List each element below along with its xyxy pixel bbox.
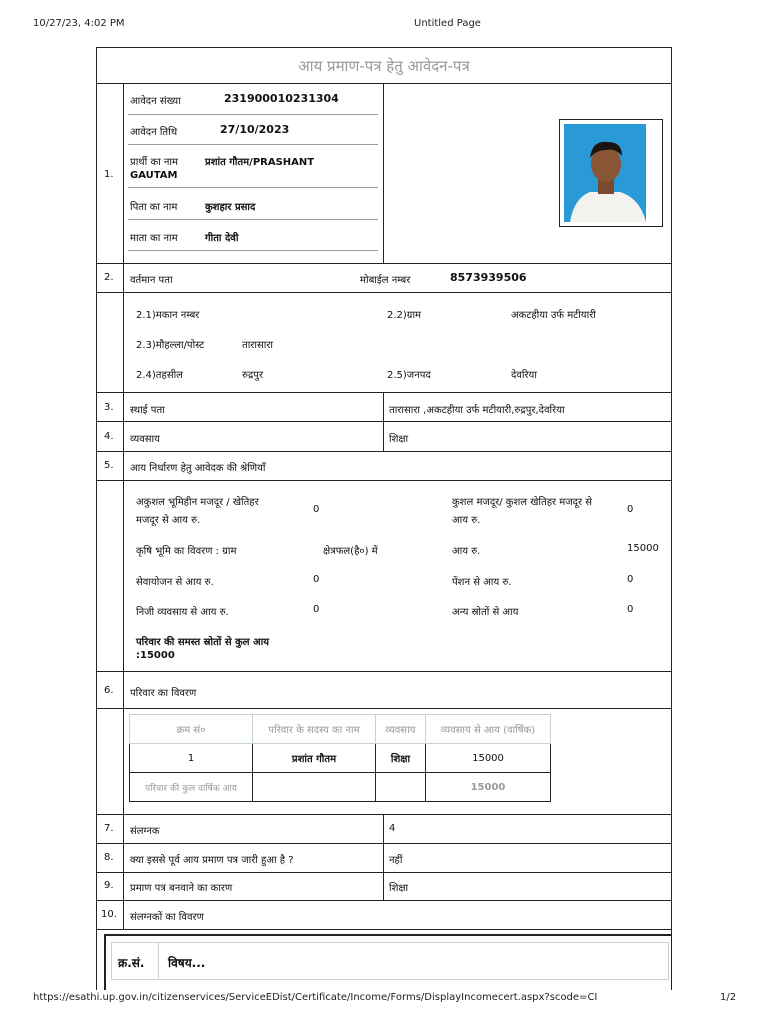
skilled-income: 0	[627, 504, 634, 515]
applicant-name-label: प्रार्थी का नाम	[130, 157, 179, 168]
row-number: 10.	[101, 909, 117, 920]
family-total-value: 15000	[426, 773, 551, 802]
certificate-reason: शिक्षा	[389, 883, 409, 894]
family-total-row	[130, 773, 551, 802]
occupation-label: व्यवसाय	[130, 434, 160, 445]
district-label: 2.5)जनपद	[387, 370, 431, 381]
agri-income-label: आय रु.	[452, 546, 481, 557]
village: अकटहीया उर्फ मटीयारी	[511, 310, 596, 321]
column-header: व्यवसाय से आय (वार्षिक)	[426, 715, 551, 744]
form-title: आय प्रमाण-पत्र हेतु आवेदन-पत्र	[298, 57, 470, 75]
row-number: 7.	[104, 823, 114, 834]
business-income-label: निजी व्यवसाय से आय रु.	[136, 607, 229, 618]
column-header: व्यवसाय	[376, 715, 426, 744]
applicant-name-line2: GAUTAM	[130, 170, 178, 181]
pension-income-label: पेंशन से आय रु.	[452, 577, 512, 588]
attachments-label: संलग्नक	[130, 826, 160, 837]
mohalla-label: 2.3)मौहल्ला/पोस्ट	[136, 340, 205, 351]
print-datetime: 10/27/23, 4:02 PM	[33, 18, 125, 29]
service-income: 0	[313, 574, 320, 585]
cell-occupation: शिक्षा	[376, 744, 426, 773]
father-name-label: पिता का नाम	[130, 202, 178, 213]
unskilled-income: 0	[313, 504, 320, 515]
application-date-label: आवेदन तिथि	[130, 127, 178, 138]
column-header: परिवार के सदस्य का नाम	[253, 715, 376, 744]
unskilled-income-label-2: मजदूर से आय रु.	[136, 515, 201, 526]
table-row	[130, 744, 551, 773]
tehsil-label: 2.4)तहसील	[136, 370, 183, 381]
permanent-address: तारासारा ,अकटहीया उर्फ मटीयारी,रुद्रपुर,देवरिया	[389, 405, 565, 416]
row-number: 4.	[104, 431, 114, 442]
village-label: 2.2)ग्राम	[387, 310, 422, 321]
family-details-label: परिवार का विवरण	[130, 688, 197, 699]
skilled-income-label-2: आय रु.	[452, 515, 481, 526]
row-number: 6.	[104, 685, 114, 696]
district: देवरिया	[511, 370, 537, 381]
business-income: 0	[313, 604, 320, 615]
family-total-label: परिवार की कुल वार्षिक आय	[130, 773, 253, 802]
current-address-label: वर्तमान पता	[130, 275, 173, 286]
certificate-reason-label: प्रमाण पत्र बनवाने का कारण	[130, 883, 233, 894]
unskilled-income-label-1: अकुशल भूमिहीन मजदूर / खेतिहर	[136, 497, 259, 508]
mother-name-label: माता का नाम	[130, 233, 178, 244]
income-categories-label: आय निर्धारण हेतु आवेदक की श्रेणियाँ	[130, 463, 266, 474]
total-income-label: परिवार की समस्त स्रोतों से कुल आय	[136, 637, 270, 648]
agri-land-label: कृषि भूमि का विवरण : ग्राम	[136, 546, 237, 557]
agri-income: 15000	[627, 543, 659, 554]
column-serial: क्र.सं.	[118, 956, 145, 970]
application-form	[96, 47, 672, 990]
print-page-count: 1/2	[720, 992, 737, 1003]
column-header: क्रम सं०	[130, 715, 253, 744]
application-date: 27/10/2023	[220, 123, 290, 136]
cell-income: 15000	[426, 744, 551, 773]
attachments-table	[104, 934, 672, 990]
family-table	[129, 714, 551, 802]
cell-serial: 1	[130, 744, 253, 773]
cell-empty	[253, 773, 376, 802]
previous-certificate-label: क्या इससे पूर्व आय प्रमाण पत्र जारी हुआ है ?	[130, 855, 294, 866]
area-label: क्षेत्रफल(है०) में	[323, 546, 378, 557]
mohalla: तारासारा	[242, 340, 273, 351]
print-url: https://esathi.up.gov.in/citizenservices/ServiceEDist/Certificate/Income/Forms/DisplayIncomecert.aspx?scode=CI	[33, 992, 598, 1003]
attachments-count: 4	[389, 823, 396, 834]
row-number: 2.	[104, 272, 114, 283]
row-number: 9.	[104, 880, 114, 891]
application-number: 231900010231304	[224, 92, 339, 105]
applicant-name-line1: प्रशांत गौतम/PRASHANT	[205, 157, 315, 168]
attachments-details-label: संलग्नकों का विवरण	[130, 912, 204, 923]
house-number-label: 2.1)मकान नम्बर	[136, 310, 200, 321]
cell-member-name: प्रशांत गौतम	[253, 744, 376, 773]
row-number: 1.	[104, 169, 114, 180]
applicant-photo	[559, 119, 663, 227]
tehsil: रुद्रपुर	[242, 370, 264, 381]
occupation: शिक्षा	[389, 434, 409, 445]
pension-income: 0	[627, 574, 634, 585]
skilled-income-label-1: कुशल मजदूर/ कुशल खेतिहर मजदूर से	[452, 497, 593, 508]
family-table-header	[130, 715, 551, 744]
row-number: 3.	[104, 402, 114, 413]
permanent-address-label: स्थाई पता	[130, 405, 165, 416]
attachments-header	[111, 942, 669, 980]
row-number: 5.	[104, 460, 114, 471]
service-income-label: सेवायोजन से आय रु.	[136, 577, 214, 588]
print-page-title: Untitled Page	[414, 18, 481, 29]
previous-certificate: नहीं	[389, 855, 403, 866]
application-number-label: आवेदन संख्या	[130, 96, 181, 107]
other-income: 0	[627, 604, 634, 615]
total-income: :15000	[136, 650, 175, 661]
mother-name: गीता देवी	[205, 233, 239, 244]
column-subject: विषय...	[168, 956, 206, 970]
cell-empty	[376, 773, 426, 802]
row-number: 8.	[104, 852, 114, 863]
other-income-label: अन्य स्रोतों से आय	[452, 607, 519, 618]
mobile-label: मोबाईल नम्बर	[360, 275, 411, 286]
mobile-number: 8573939506	[450, 271, 527, 284]
father-name: कुशहार प्रसाद	[205, 202, 256, 213]
